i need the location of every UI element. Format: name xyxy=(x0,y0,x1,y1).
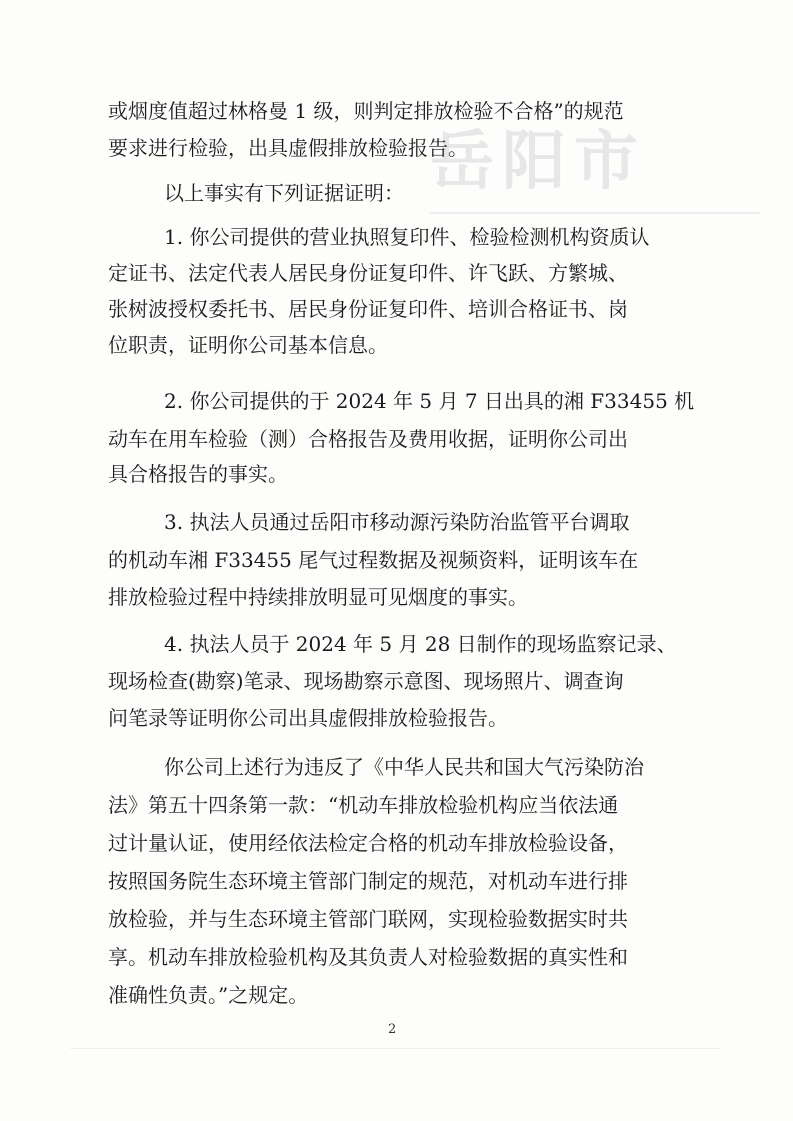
body-line: 要求进行检验，出具虚假排放检验报告。 xyxy=(108,136,468,160)
body-line: 或烟度值超过林格曼 1 级，则判定排放检验不合格”的规范 xyxy=(108,99,624,123)
evidence-intro: 以上事实有下列证据证明： xyxy=(164,181,404,205)
evidence-item-3-line: 的机动车湘 F33455 尾气过程数据及视频资料，证明该车在 xyxy=(108,548,639,572)
violation-line: 放检验，并与生态环境主管部门联网，实现检验数据实时共 xyxy=(108,907,628,931)
evidence-item-4-line: 现场检查(勘察)笔录、现场勘察示意图、现场照片、调查询 xyxy=(108,669,624,693)
evidence-item-1-line: 定证书、法定代表人居民身份证复印件、许飞跃、方繁城、 xyxy=(108,261,628,285)
bottom-rule xyxy=(70,1048,720,1049)
show-through-rule-artifact xyxy=(430,212,760,214)
evidence-item-2-line: 具合格报告的事实。 xyxy=(108,462,288,486)
show-through-heading-artifact: 岳阳市 xyxy=(430,124,646,199)
evidence-item-4-line: 4. 执法人员于 2024 年 5 月 28 日制作的现场监察记录、 xyxy=(164,632,677,656)
evidence-item-1-line: 位职责，证明你公司基本信息。 xyxy=(108,333,388,357)
evidence-item-1-line: 1. 你公司提供的营业执照复印件、检验检测机构资质认 xyxy=(164,225,650,249)
evidence-item-2-line: 2. 你公司提供的于 2024 年 5 月 7 日出具的湘 F33455 机 xyxy=(164,389,695,413)
violation-line: 享。机动车排放检验机构及其负责人对检验数据的真实性和 xyxy=(108,945,628,969)
evidence-item-1-line: 张树波授权委托书、居民身份证复印件、培训合格证书、岗 xyxy=(108,297,628,321)
page-number: 2 xyxy=(388,1022,397,1037)
evidence-item-4-line: 问笔录等证明你公司出具虚假排放检验报告。 xyxy=(108,706,508,730)
evidence-item-3-line: 3. 执法人员通过岳阳市移动源污染防治监管平台调取 xyxy=(164,510,630,534)
violation-line: 你公司上述行为违反了《中华人民共和国大气污染防治 xyxy=(164,755,644,779)
violation-line: 按照国务院生态环境主管部门制定的规范，对机动车进行排 xyxy=(108,869,628,893)
violation-line: 过计量认证，使用经依法检定合格的机动车排放检验设备， xyxy=(108,831,628,855)
violation-line: 法》第五十四条第一款：“机动车排放检验机构应当依法通 xyxy=(108,793,619,817)
evidence-item-2-line: 动车在用车检验（测）合格报告及费用收据，证明你公司出 xyxy=(108,427,628,451)
violation-line: 准确性负责。”之规定。 xyxy=(108,983,309,1007)
evidence-item-3-line: 排放检验过程中持续排放明显可见烟度的事实。 xyxy=(108,585,528,609)
